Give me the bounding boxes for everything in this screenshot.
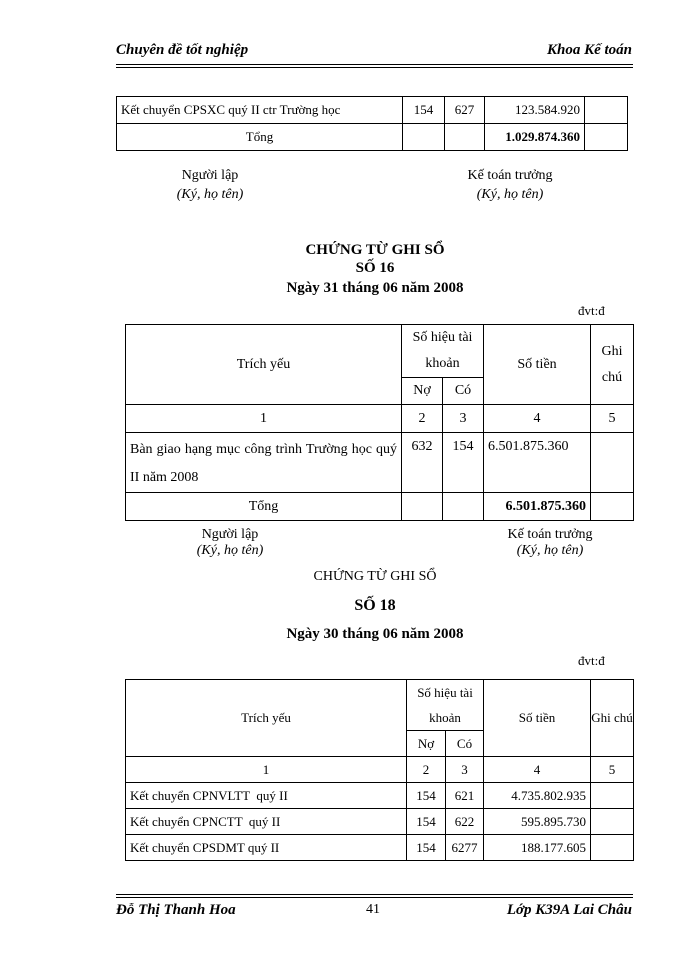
table-header-row: [126, 680, 634, 731]
signature-title: Kế toán trưởng: [467, 168, 553, 183]
desc-cell: Kết chuyển CPNVLTT quý II: [126, 783, 407, 809]
index-cell: 5: [591, 405, 634, 433]
index-cell: 1: [126, 757, 407, 783]
signature-subtitle: (Ký, họ tên): [196, 543, 264, 558]
desc-cell: Kết chuyển CPSXC quý II ctr Trường học: [117, 97, 403, 124]
total-label: Tổng: [117, 124, 403, 151]
signature-subtitle: (Ký, họ tên): [476, 187, 544, 202]
credit-cell: 154: [443, 433, 484, 493]
table-row: [126, 809, 634, 835]
amount-cell: 4.735.802.935: [484, 783, 591, 809]
desc-cell: Kết chuyển CPSDMT quý II: [126, 835, 407, 861]
desc-cell: Kết chuyển CPNCTT quý II: [126, 809, 407, 835]
footer-class: Lớp K39A Lai Châu: [506, 902, 632, 918]
note-cell: [591, 835, 634, 861]
col-header-debit: Nợ: [402, 378, 443, 405]
col-header-account: Số hiệu tài khoản: [407, 680, 484, 731]
total-amount: 6.501.875.360: [484, 493, 591, 521]
credit-cell: 622: [446, 809, 484, 835]
total-label: Tổng: [126, 493, 402, 521]
voucher16-table: [125, 324, 634, 521]
voucher18-table: [125, 679, 634, 861]
debit-cell: [403, 124, 445, 151]
voucher18-number: SỐ 18: [354, 597, 396, 614]
table-header-row: [126, 325, 634, 378]
debit-cell: 154: [407, 809, 446, 835]
note-cell: [591, 783, 634, 809]
table-row: [126, 783, 634, 809]
index-cell: 5: [591, 757, 634, 783]
page-number: 41: [366, 902, 380, 917]
table-row: [126, 835, 634, 861]
amount-cell: 595.895.730: [484, 809, 591, 835]
note-cell: [591, 433, 634, 493]
note-cell: [585, 97, 628, 124]
note-cell: [591, 809, 634, 835]
table-row: [126, 433, 634, 493]
index-cell: 2: [402, 405, 443, 433]
voucher18-unit: đvt:đ: [578, 653, 605, 668]
col-header-credit: Có: [443, 378, 484, 405]
voucher16-title: CHỨNG TỪ GHI SỔ: [305, 242, 445, 258]
table-row: [117, 97, 628, 124]
col-header-note: Ghi chú: [591, 680, 634, 757]
amount-cell: 123.584.920: [485, 97, 585, 124]
note-cell: [585, 124, 628, 151]
index-cell: 1: [126, 405, 402, 433]
credit-cell: 621: [446, 783, 484, 809]
header-right: Khoa Kế toán: [546, 42, 632, 58]
col-header-note: Ghi chú: [591, 325, 634, 405]
desc-cell: Bàn giao hạng mục công trình Trường học quý II năm 2008: [126, 433, 402, 493]
table-row: [126, 493, 634, 521]
voucher16-date: Ngày 31 tháng 06 năm 2008: [286, 280, 464, 296]
signature-preparer: [140, 166, 280, 204]
credit-cell: 6277: [446, 835, 484, 861]
signature-title: Người lập: [201, 527, 259, 542]
debit-cell: 154: [403, 97, 445, 124]
signature-subtitle: (Ký, họ tên): [516, 543, 584, 558]
voucher18-date: Ngày 30 tháng 06 năm 2008: [286, 626, 464, 642]
header-left: Chuyên đề tốt nghiệp: [116, 42, 249, 58]
index-cell: 4: [484, 757, 591, 783]
table-row: [117, 124, 628, 151]
col-header-credit: Có: [446, 731, 484, 757]
debit-cell: 154: [407, 783, 446, 809]
signature-chief-accountant: [430, 166, 590, 204]
header-rule: [116, 64, 633, 68]
credit-cell: 627: [445, 97, 485, 124]
footer-author: Đỗ Thị Thanh Hoa: [116, 902, 236, 918]
index-cell: 3: [443, 405, 484, 433]
signature-chief-accountant: [470, 527, 630, 559]
amount-cell: 6.501.875.360: [484, 433, 591, 493]
index-cell: 3: [446, 757, 484, 783]
col-header-desc: Trích yếu: [126, 325, 402, 405]
note-cell: [591, 493, 634, 521]
signature-title: Người lập: [181, 168, 239, 183]
voucher16-unit: đvt:đ: [578, 303, 605, 318]
col-header-debit: Nợ: [407, 731, 446, 757]
credit-cell: [443, 493, 484, 521]
signature-title: Kế toán trưởng: [507, 527, 593, 542]
top-table: [116, 96, 628, 151]
debit-cell: 154: [407, 835, 446, 861]
index-cell: 4: [484, 405, 591, 433]
index-cell: 2: [407, 757, 446, 783]
footer-rule: [116, 894, 633, 898]
col-header-desc: Trích yếu: [126, 680, 407, 757]
table-index-row: [126, 405, 634, 433]
table-index-row: [126, 757, 634, 783]
signature-subtitle: (Ký, họ tên): [176, 187, 244, 202]
signature-preparer: [160, 527, 300, 559]
debit-cell: 632: [402, 433, 443, 493]
credit-cell: [445, 124, 485, 151]
amount-cell: 188.177.605: [484, 835, 591, 861]
col-header-account: Số hiệu tài khoản: [402, 325, 484, 378]
total-amount: 1.029.874.360: [485, 124, 585, 151]
voucher16-number: SỐ 16: [355, 260, 395, 276]
debit-cell: [402, 493, 443, 521]
voucher18-title: CHỨNG TỪ GHI SỔ: [313, 569, 437, 584]
col-header-amount: Số tiền: [484, 680, 591, 757]
col-header-amount: Số tiền: [484, 325, 591, 405]
